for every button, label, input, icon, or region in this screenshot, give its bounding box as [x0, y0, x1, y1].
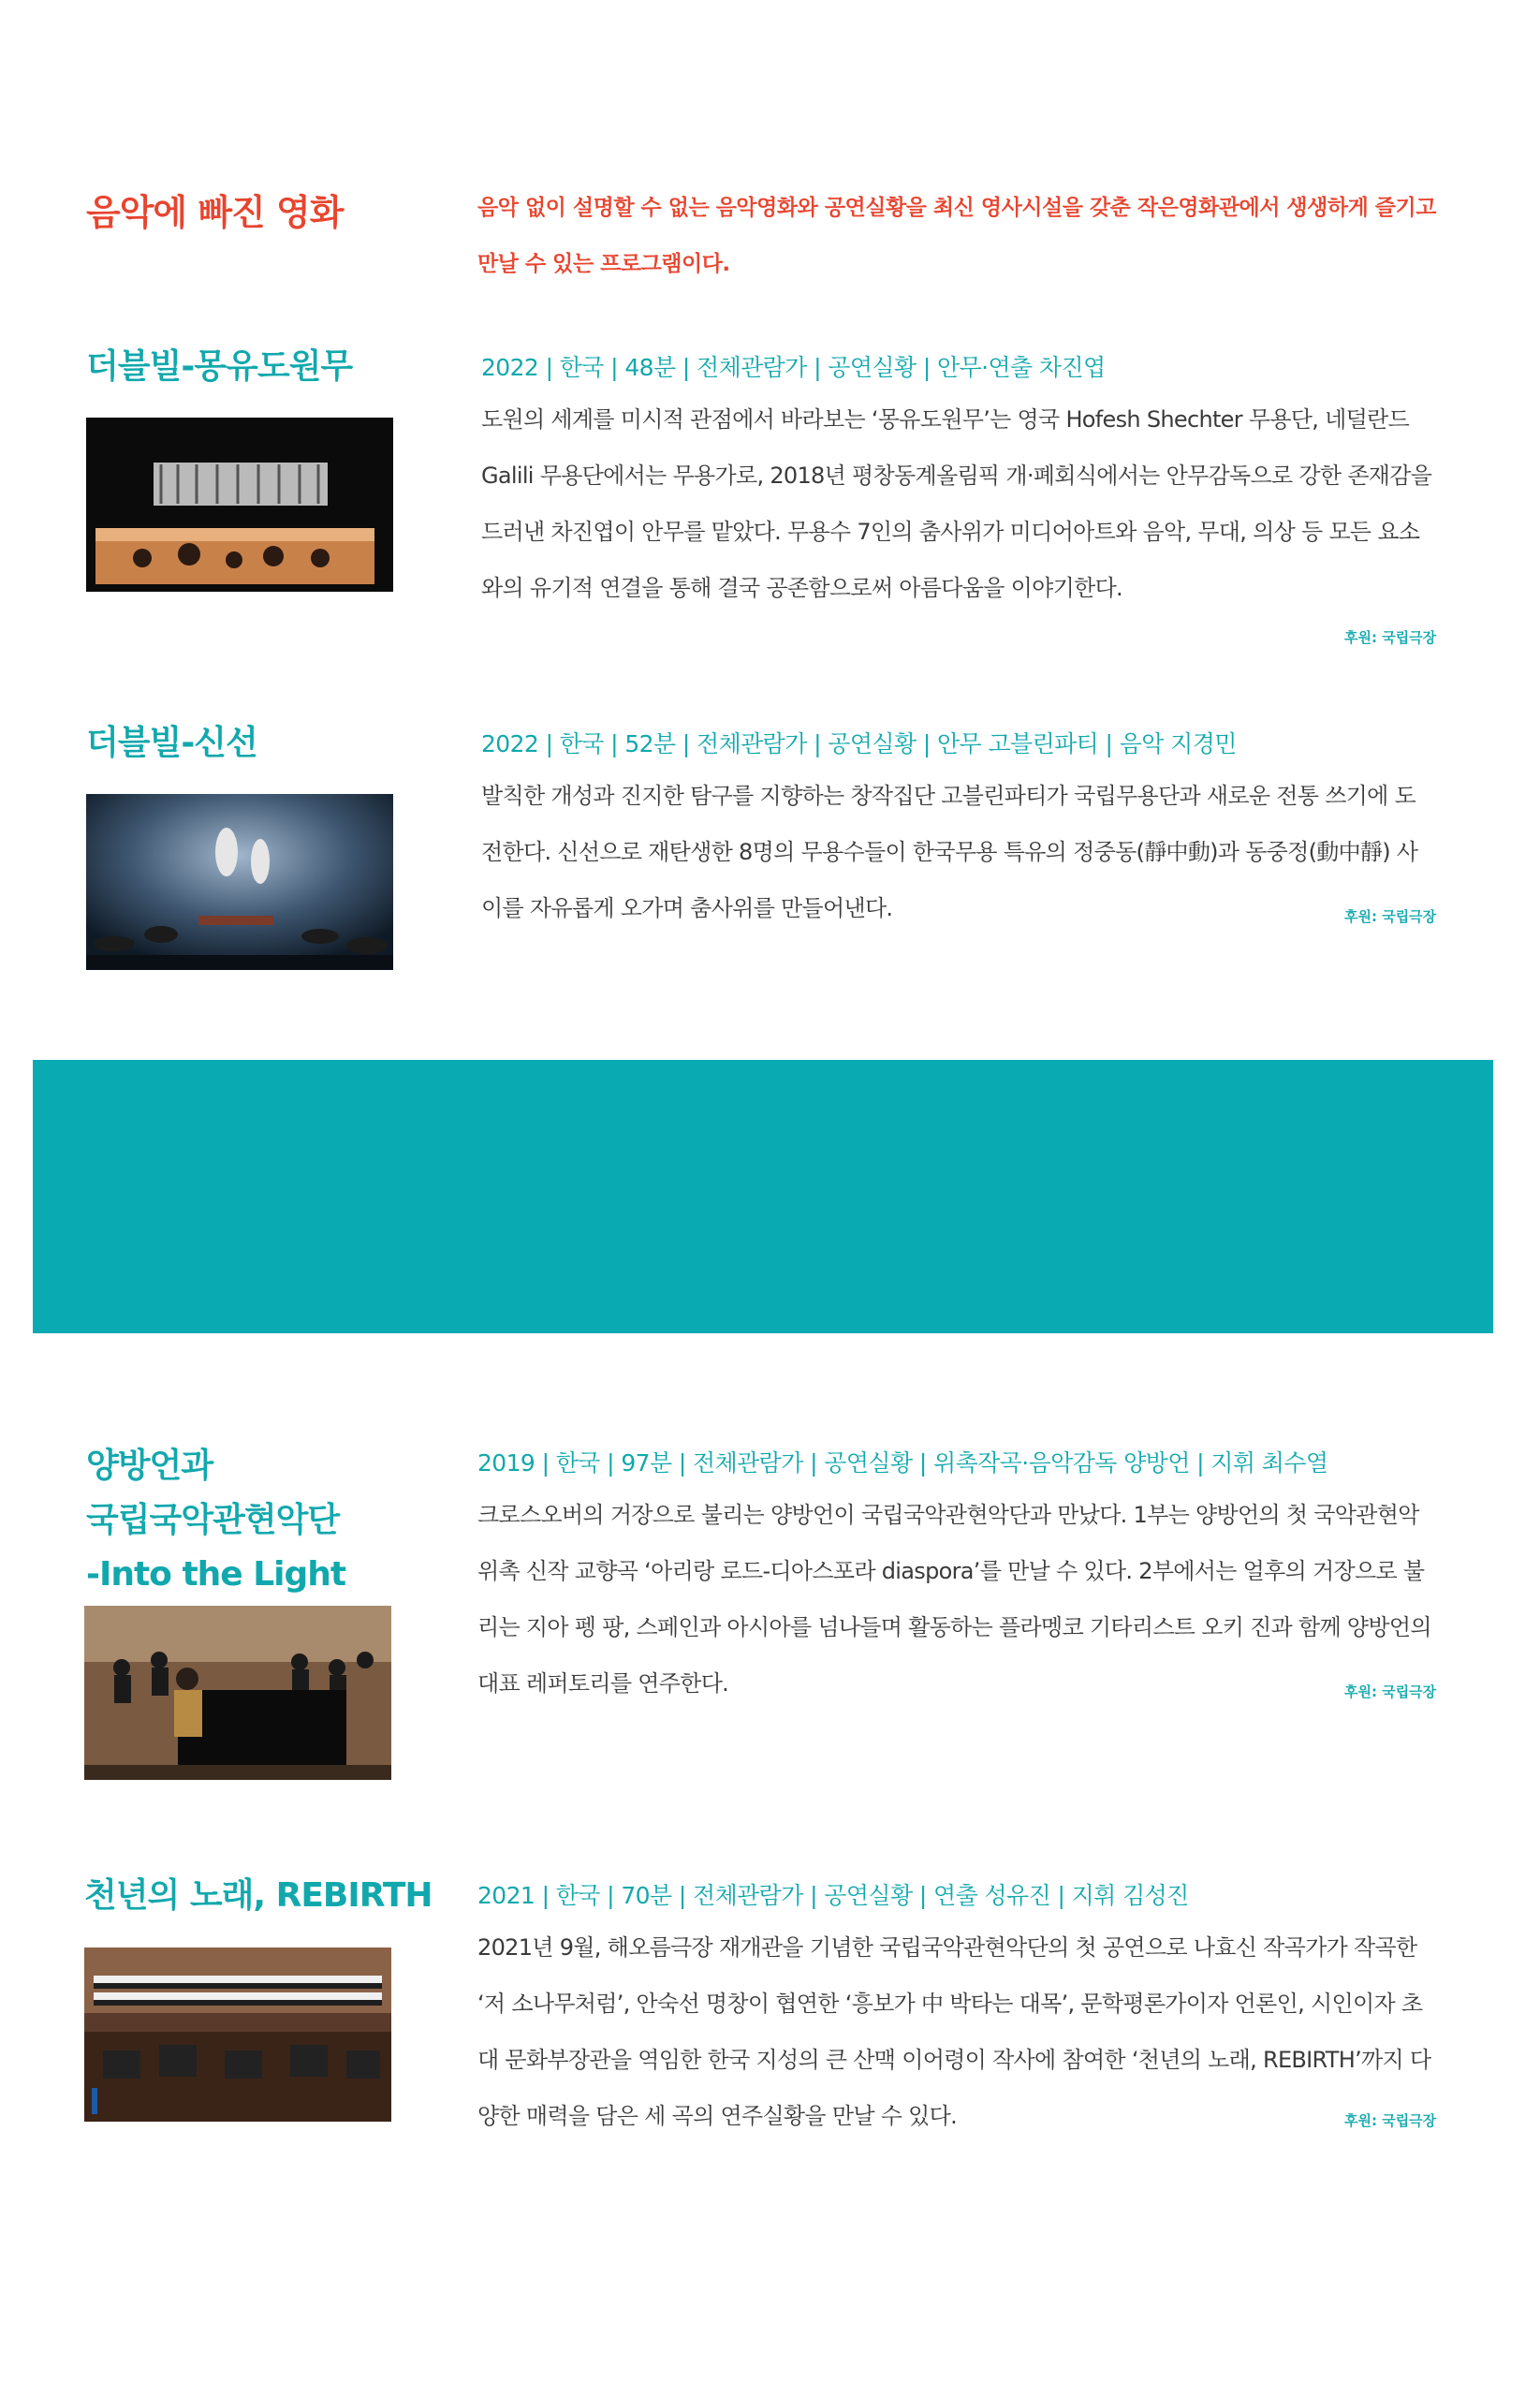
item-title-line: -Into the Light: [86, 1555, 346, 1594]
teal-banner: [33, 1060, 1493, 1333]
item-meta-sinseon: 2022 | 한국 | 52분 | 전체관람가 | 공연실황 | 안무 고블린파티 | 음악 지경민: [481, 730, 1237, 757]
item-title-line: 양방언과: [86, 1447, 213, 1485]
item-sponsor-into-the-light: 후원: 국립극장: [1344, 1683, 1437, 1700]
item-photo-mongyu: [86, 418, 393, 592]
section-description: 음악 없이 설명할 수 없는 음악영화와 공연실황을 최신 영사시설을 갖춘 작은영화관에서 생생하게 즐기고 만날 수 있는 프로그램이다.: [477, 196, 1436, 276]
item-title-mongyu: 더블빌-몽유도원무: [86, 347, 353, 386]
item-meta-rebirth: 2021 | 한국 | 70분 | 전체관람가 | 공연실황 | 연출 성유진 | 지휘 김성진: [477, 1882, 1189, 1909]
item-title-into-the-light: [86, 1439, 461, 1602]
item-title-line: 국립국악관현악단: [86, 1501, 340, 1539]
section-title: 음악에 빠진 영화: [86, 192, 344, 233]
item-body-rebirth: 2021년 9월, 해오름극장 재개관을 기념한 국립국악관현악단의 첫 공연으로 나효신 작곡가가 작곡한 ‘저 소나무처럼’, 안숙선 명창이 협연한 ‘흥보가 中 박타는 대목’, 문학평론가이자 언론인, 시인이자 초대 문화부장관을 역임한 한국 지성의 큰 산맥 이어령이 작사에 참여한 ‘천년의 노래, REBIRTH’까지 다양한 매력을 담은 세 곡의 연주실황을 만날 수 있다.: [477, 1934, 1431, 2129]
item-photo-rebirth: [84, 1947, 391, 2122]
item-meta-into-the-light: 2019 | 한국 | 97분 | 전체관람가 | 공연실황 | 위촉작곡·음악감독 양방언 | 지휘 최수열: [477, 1449, 1328, 1477]
item-body-mongyu: 도원의 세계를 미시적 관점에서 바라보는 ‘몽유도원무’는 영국 Hofesh Shechter 무용단, 네덜란드 Galili 무용단에서는 무용가로, 2018년 평창동계올림픽 개·폐회식에서는 안무감독으로 강한 존재감을 드러낸 차진엽이 안무를 맡았다. 무용수 7인의 춤사위가 미디어아트와 음악, 무대, 의상 등 모든 요소와의 유기적 연결을 통해 결국 공존함으로써 아름다움을 이야기한다.: [481, 406, 1432, 601]
item-title-rebirth: 천년의 노래, REBIRTH: [84, 1876, 433, 1915]
item-title-sinseon: 더블빌-신선: [86, 724, 257, 762]
item-photo-into-the-light: [84, 1606, 391, 1780]
item-meta-mongyu: 2022 | 한국 | 48분 | 전체관람가 | 공연실황 | 안무·연출 차진엽: [481, 354, 1106, 381]
item-photo-sinseon: [86, 794, 393, 970]
item-sponsor-mongyu: 후원: 국립극장: [1344, 629, 1437, 646]
item-body-sinseon: 발칙한 개성과 진지한 탐구를 지향하는 창작집단 고블린파티가 국립무용단과 새로운 전통 쓰기에 도전한다. 신선으로 재탄생한 8명의 무용수들이 한국무용 특유의 정중동(靜中動)과 동중정(動中靜) 사이를 자유롭게 오가며 춤사위를 만들어낸다.: [481, 783, 1418, 921]
item-sponsor-sinseon: 후원: 국립극장: [1344, 908, 1437, 925]
item-sponsor-rebirth: 후원: 국립극장: [1344, 2112, 1437, 2129]
item-body-into-the-light: 크로스오버의 거장으로 불리는 양방언이 국립국악관현악단과 만났다. 1부는 양방언의 첫 국악관현악 위촉 신작 교향곡 ‘아리랑 로드-디아스포라 diaspora’를 만날 수 있다. 2부에서는 얼후의 거장으로 불리는 지아 펭 팡, 스페인과 아시아를 넘나들며 활동하는 플라멩코 기타리스트 오키 진과 함께 양방언의 대표 레퍼토리를 연주한다.: [477, 1502, 1431, 1697]
